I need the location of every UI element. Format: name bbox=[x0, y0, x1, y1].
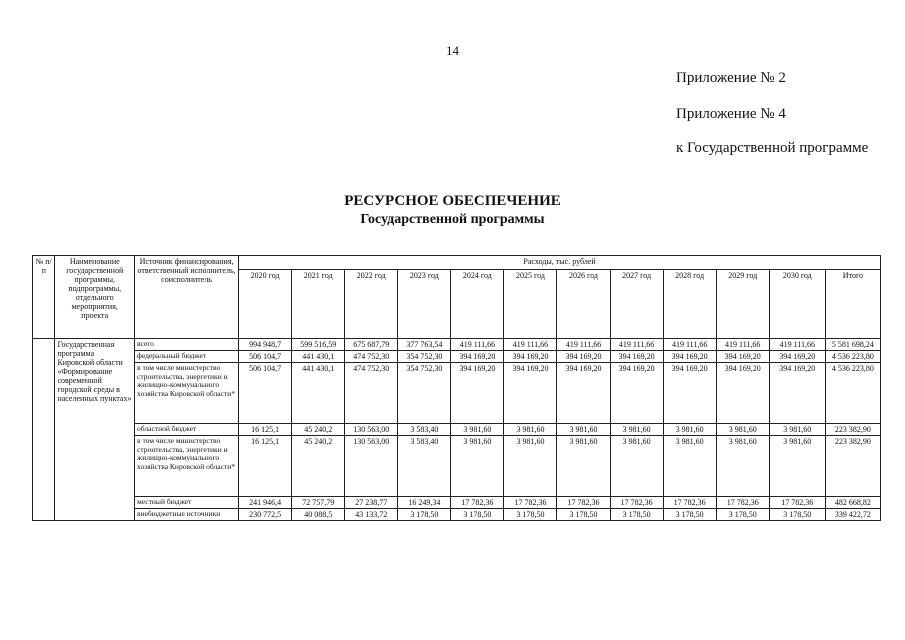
amount-cell: 3 981,60 bbox=[610, 424, 663, 436]
header-source: Источник финансирования, ответственный исполнитель, соисполнитель bbox=[135, 256, 239, 339]
title-line-2: Государственной программы bbox=[360, 212, 545, 227]
amount-cell: 4 536 223,80 bbox=[825, 363, 880, 424]
table-row bbox=[33, 436, 881, 497]
amount-cell: 43 133,72 bbox=[345, 509, 398, 521]
amount-cell: 394 169,20 bbox=[557, 351, 610, 363]
amount-cell: 3 981,60 bbox=[769, 424, 825, 436]
amount-cell: 419 111,66 bbox=[504, 339, 557, 351]
amount-cell: 419 111,66 bbox=[769, 339, 825, 351]
amount-cell: 394 169,20 bbox=[504, 351, 557, 363]
amount-cell: 16 125,1 bbox=[239, 436, 292, 497]
document-title bbox=[0, 193, 905, 228]
amount-cell: 394 169,20 bbox=[451, 363, 504, 424]
table-row bbox=[33, 424, 881, 436]
amount-cell: 3 981,60 bbox=[451, 424, 504, 436]
amount-cell: 3 981,60 bbox=[504, 424, 557, 436]
amount-cell: 3 178,50 bbox=[398, 509, 451, 521]
amount-cell: 506 104,7 bbox=[239, 363, 292, 424]
amount-cell: 419 111,66 bbox=[716, 339, 769, 351]
amount-cell: 130 563,00 bbox=[345, 424, 398, 436]
amount-cell: 223 382,90 bbox=[825, 436, 880, 497]
amount-cell: 3 178,50 bbox=[451, 509, 504, 521]
year-header: 2027 год bbox=[610, 270, 663, 339]
amount-cell: 994 948,7 bbox=[239, 339, 292, 351]
amount-cell: 4 536 223,80 bbox=[825, 351, 880, 363]
year-header: 2024 год bbox=[451, 270, 504, 339]
funding-source: в том числе министерство строительства, энергетики и жилищно-коммунального хозяйства Кировской области* bbox=[135, 436, 239, 497]
amount-cell: 16 125,1 bbox=[239, 424, 292, 436]
amount-cell: 3 178,50 bbox=[504, 509, 557, 521]
table-body bbox=[33, 339, 881, 521]
amount-cell: 17 782,36 bbox=[451, 497, 504, 509]
amount-cell: 3 981,60 bbox=[716, 436, 769, 497]
amount-cell: 394 169,20 bbox=[610, 363, 663, 424]
amount-cell: 394 169,20 bbox=[451, 351, 504, 363]
amount-cell: 3 178,50 bbox=[663, 509, 716, 521]
table-row bbox=[33, 509, 881, 521]
amount-cell: 241 946,4 bbox=[239, 497, 292, 509]
amount-cell: 354 752,30 bbox=[398, 351, 451, 363]
funding-source: всего bbox=[135, 339, 239, 351]
funding-source: в том числе министерство строительства, энергетики и жилищно-коммунального хозяйства Кировской области* bbox=[135, 363, 239, 424]
amount-cell: 354 752,30 bbox=[398, 363, 451, 424]
funding-source: местный бюджет bbox=[135, 497, 239, 509]
amount-cell: 394 169,20 bbox=[716, 351, 769, 363]
amount-cell: 3 981,60 bbox=[663, 436, 716, 497]
amount-cell: 3 583,40 bbox=[398, 424, 451, 436]
amount-cell: 3 981,60 bbox=[557, 436, 610, 497]
amount-cell: 394 169,20 bbox=[716, 363, 769, 424]
year-header: 2029 год bbox=[716, 270, 769, 339]
amount-cell: 441 430,1 bbox=[292, 363, 345, 424]
amount-cell: 419 111,66 bbox=[610, 339, 663, 351]
year-header: 2026 год bbox=[557, 270, 610, 339]
amount-cell: 3 981,60 bbox=[610, 436, 663, 497]
header-name: Наименование государственной программы, подпрограммы, отдельного мероприятия, проекта bbox=[55, 256, 135, 339]
amount-cell: 394 169,20 bbox=[663, 363, 716, 424]
year-header: 2023 год bbox=[398, 270, 451, 339]
amount-cell: 394 169,20 bbox=[504, 363, 557, 424]
amount-cell: 16 249,34 bbox=[398, 497, 451, 509]
amount-cell: 419 111,66 bbox=[663, 339, 716, 351]
amount-cell: 441 430,1 bbox=[292, 351, 345, 363]
header-number: № п/п bbox=[33, 256, 55, 339]
amount-cell: 394 169,20 bbox=[769, 351, 825, 363]
amount-cell: 3 583,40 bbox=[398, 436, 451, 497]
appendix-line-1: Приложение № 2 bbox=[676, 70, 786, 86]
year-header: Итого bbox=[825, 270, 880, 339]
amount-cell: 474 752,30 bbox=[345, 351, 398, 363]
title-line-1: РЕСУРСНОЕ ОБЕСПЕЧЕНИЕ bbox=[344, 193, 561, 209]
amount-cell: 17 782,36 bbox=[716, 497, 769, 509]
year-header: 2028 год bbox=[663, 270, 716, 339]
amount-cell: 223 382,90 bbox=[825, 424, 880, 436]
program-name: Государственная программа Кировской области «Формирование современной городской среды в населенных пунктах» bbox=[55, 339, 135, 521]
funding-source: внебюджетные источники bbox=[135, 509, 239, 521]
table-row bbox=[33, 363, 881, 424]
amount-cell: 3 178,50 bbox=[610, 509, 663, 521]
amount-cell: 3 981,60 bbox=[557, 424, 610, 436]
amount-cell: 17 782,36 bbox=[663, 497, 716, 509]
amount-cell: 3 178,50 bbox=[557, 509, 610, 521]
amount-cell: 394 169,20 bbox=[769, 363, 825, 424]
amount-cell: 482 668,82 bbox=[825, 497, 880, 509]
amount-cell: 474 752,30 bbox=[345, 363, 398, 424]
amount-cell: 3 981,60 bbox=[769, 436, 825, 497]
amount-cell: 506 104,7 bbox=[239, 351, 292, 363]
year-header: 2025 год bbox=[504, 270, 557, 339]
appendix-line-2: Приложение № 4 bbox=[676, 106, 786, 122]
amount-cell: 394 169,20 bbox=[557, 363, 610, 424]
amount-cell: 675 687,79 bbox=[345, 339, 398, 351]
table-row bbox=[33, 497, 881, 509]
amount-cell: 3 981,60 bbox=[504, 436, 557, 497]
amount-cell: 5 581 698,24 bbox=[825, 339, 880, 351]
funding-source: федеральный бюджет bbox=[135, 351, 239, 363]
year-header: 2022 год bbox=[345, 270, 398, 339]
funding-source: областной бюджет bbox=[135, 424, 239, 436]
resource-table bbox=[32, 255, 881, 521]
amount-cell: 3 981,60 bbox=[451, 436, 504, 497]
amount-cell: 27 238,77 bbox=[345, 497, 398, 509]
amount-cell: 394 169,20 bbox=[610, 351, 663, 363]
header-expenses: Расходы, тыс. рублей bbox=[239, 256, 881, 270]
amount-cell: 130 563,00 bbox=[345, 436, 398, 497]
amount-cell: 17 782,36 bbox=[610, 497, 663, 509]
appendix-line-3: к Государственной программе bbox=[676, 140, 869, 156]
amount-cell: 45 240,2 bbox=[292, 424, 345, 436]
amount-cell: 419 111,66 bbox=[451, 339, 504, 351]
amount-cell: 3 981,60 bbox=[663, 424, 716, 436]
amount-cell: 72 757,79 bbox=[292, 497, 345, 509]
amount-cell: 40 088,5 bbox=[292, 509, 345, 521]
amount-cell: 3 981,60 bbox=[716, 424, 769, 436]
amount-cell: 17 782,36 bbox=[557, 497, 610, 509]
row-number-cell bbox=[33, 339, 55, 521]
amount-cell: 419 111,66 bbox=[557, 339, 610, 351]
table-row bbox=[33, 339, 881, 351]
table-row bbox=[33, 351, 881, 363]
amount-cell: 45 240,2 bbox=[292, 436, 345, 497]
year-header: 2020 год bbox=[239, 270, 292, 339]
amount-cell: 3 178,50 bbox=[716, 509, 769, 521]
year-header: 2021 год bbox=[292, 270, 345, 339]
amount-cell: 230 772,5 bbox=[239, 509, 292, 521]
amount-cell: 339 422,72 bbox=[825, 509, 880, 521]
amount-cell: 3 178,50 bbox=[769, 509, 825, 521]
page-number: 14 bbox=[446, 43, 459, 58]
year-header: 2030 год bbox=[769, 270, 825, 339]
amount-cell: 377 763,54 bbox=[398, 339, 451, 351]
amount-cell: 17 782,36 bbox=[504, 497, 557, 509]
amount-cell: 394 169,20 bbox=[663, 351, 716, 363]
amount-cell: 599 516,59 bbox=[292, 339, 345, 351]
amount-cell: 17 782,36 bbox=[769, 497, 825, 509]
